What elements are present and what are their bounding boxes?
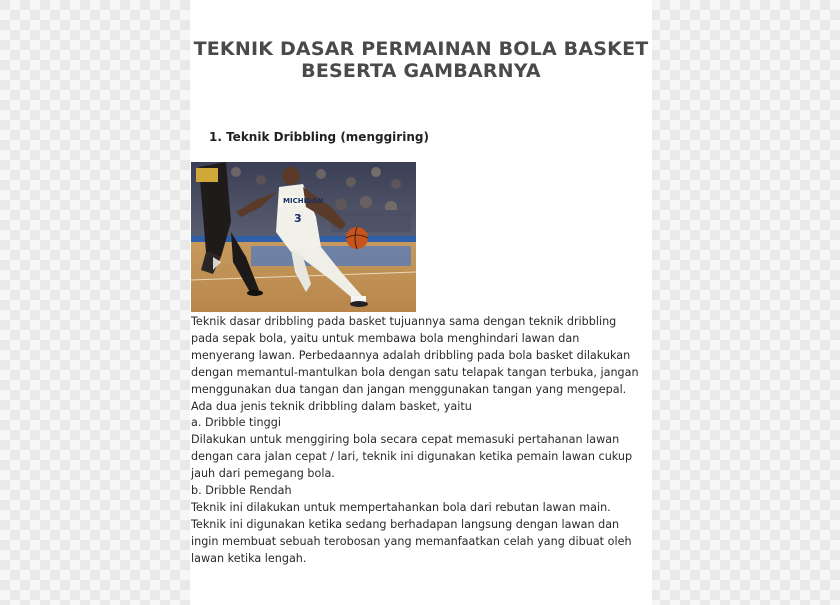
section-heading: 1. Teknik Dribbling (menggiring) bbox=[209, 130, 429, 144]
body-line: lawan ketika lengah. bbox=[191, 551, 307, 565]
body-line: a. Dribble tinggi bbox=[191, 416, 281, 430]
body-line: dengan memantul-mantulkan bola dengan satu telapak tangan terbuka, jangan bbox=[191, 365, 639, 379]
body-line: dengan cara jalan cepat / lari, teknik ini digunakan ketika pemain lawan cukup bbox=[191, 450, 633, 464]
jersey-text: MICHIGAN bbox=[283, 197, 324, 205]
body-text bbox=[191, 314, 661, 568]
title-line-2: BESERTA GAMBARNYA bbox=[301, 60, 541, 82]
body-line: Teknik ini digunakan ketika sedang berhadapan langsung dengan lawan dan bbox=[191, 517, 620, 531]
body-line: b. Dribble Rendah bbox=[191, 484, 292, 498]
jersey-number: 3 bbox=[294, 212, 302, 225]
body-line: menggunakan dua tangan dan jangan menggunakan tangan yang mengepal. bbox=[191, 382, 627, 396]
body-line: ingin membuat sebuah terobosan yang memanfaatkan celah yang dibuat oleh bbox=[191, 534, 632, 548]
basketball-dribbling-photo bbox=[191, 162, 416, 312]
document-title bbox=[185, 38, 657, 82]
body-line: Teknik ini dilakukan untuk mempertahankan bola dari rebutan lawan main. bbox=[191, 500, 611, 514]
body-line: menyerang lawan. Perbedaannya adalah dribbling pada bola basket dilakukan bbox=[191, 348, 631, 362]
body-line: jauh dari pemegang bola. bbox=[191, 467, 335, 481]
document-page bbox=[190, 0, 652, 605]
body-line: Ada dua jenis teknik dribbling dalam basket, yaitu bbox=[191, 399, 472, 413]
body-line: pada sepak bola, yaitu untuk membawa bola menghindari lawan dan bbox=[191, 331, 580, 345]
title-line-1: TEKNIK DASAR PERMAINAN BOLA BASKET bbox=[193, 38, 649, 60]
body-line: Teknik dasar dribbling pada basket tujuannya sama dengan teknik dribbling bbox=[191, 315, 617, 328]
body-line: Dilakukan untuk menggiring bola secara cepat memasuki pertahanan lawan bbox=[191, 433, 620, 447]
